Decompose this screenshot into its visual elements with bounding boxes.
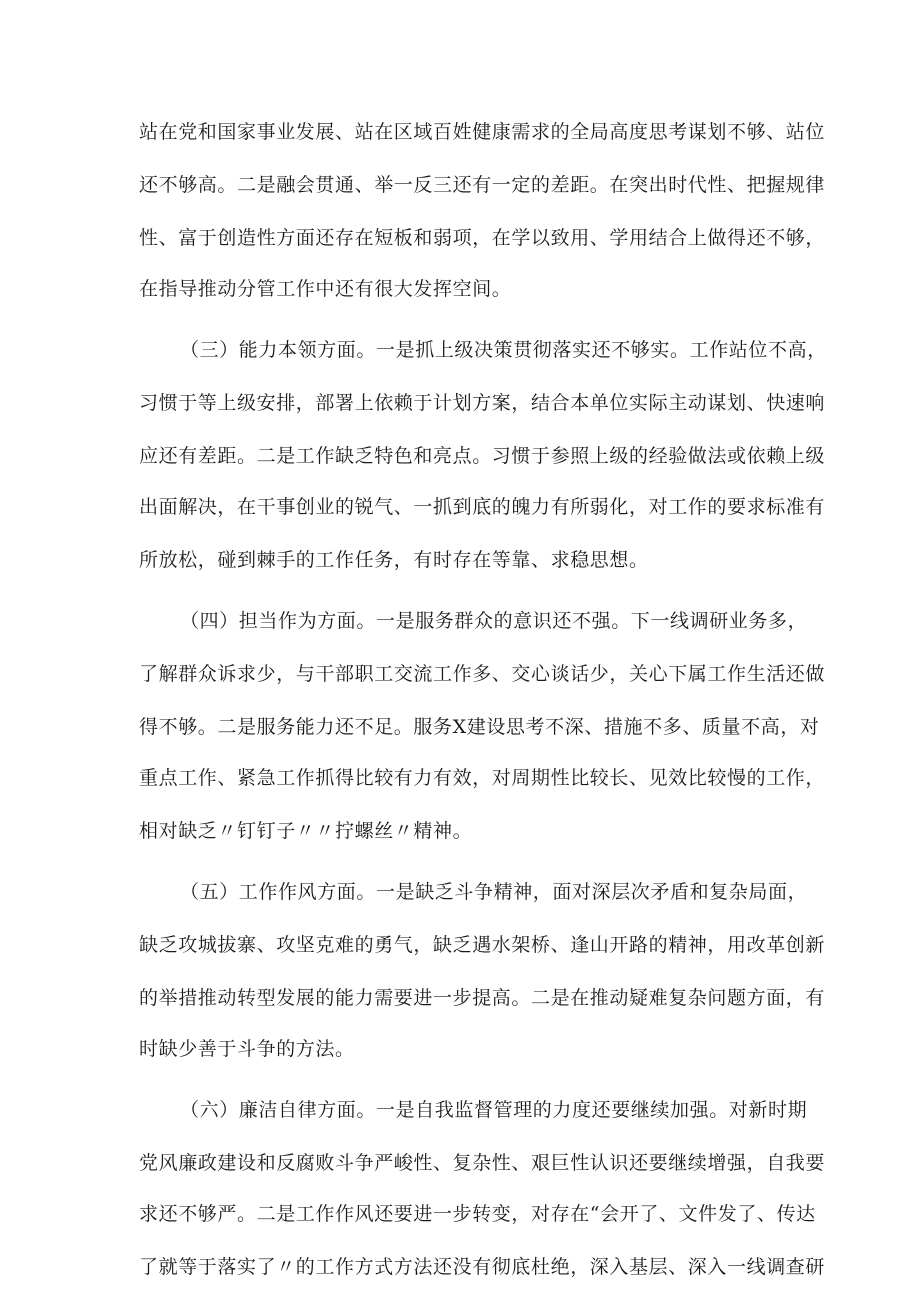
text-line: 求还不够严。二是工作作风还要进一步转变，对存在“会开了、文件发了、传达 xyxy=(139,1203,816,1225)
text-line: 应还有差距。二是工作缺乏特色和亮点。习惯于参照上级的经验做法或依赖上级 xyxy=(139,445,826,467)
text-line: 的举措推动转型发展的能力需要进一步提高。二是在推动疑难复杂问题方面，有 xyxy=(139,987,826,1009)
text-line: 在指导推动分管工作中还有很大发挥空间。 xyxy=(139,278,512,300)
section-heading-line: （三）能力本领方面。一是抓上级决策贯彻落实还不够实。工作站位不高， xyxy=(180,339,827,361)
text-line: 性、富于创造性方面还存在短板和弱项，在学以致用、学用结合上做得还不够， xyxy=(139,227,826,249)
section-heading-line: （六）廉洁自律方面。一是自我监督管理的力度还要继续加强。对新时期 xyxy=(180,1099,808,1121)
text-line: 了解群众诉求少，与干部职工交流工作多、交心谈话少，关心下属工作生活还做 xyxy=(139,663,826,685)
text-line: 党风廉政建设和反腐败斗争严峻性、复杂性、艰巨性认识还要继续增强，自我要 xyxy=(139,1152,826,1174)
text-line: 缺乏攻城拔寨、攻坚克难的勇气，缺乏遇水架桥、逢山开路的精神，用改革创新 xyxy=(139,934,826,956)
text-line: 了就等于落实了〃的工作方式方法还没有彻底杜绝，深入基层、深入一线调查研 xyxy=(139,1256,826,1278)
text-line: 相对缺乏〃钉钉子〃〃拧螺丝〃精神。 xyxy=(139,820,473,842)
section-heading-line: （四）担当作为方面。一是服务群众的意识还不强。下一线调研业务多， xyxy=(180,610,808,632)
text-line: 还不够高。二是融会贯通、举一反三还有一定的差距。在突出时代性、把握规律 xyxy=(139,174,826,196)
text-line: 习惯于等上级安排，部署上依赖于计划方案，结合本单位实际主动谋划、快速响 xyxy=(139,392,826,414)
section-heading-line: （五）工作作风方面。一是缺乏斗争精神，面对深层次矛盾和复杂局面， xyxy=(180,881,808,903)
text-line: 时缺少善于斗争的方法。 xyxy=(139,1038,355,1060)
text-line: 站在党和国家事业发展、站在区域百姓健康需求的全局高度思考谋划不够、站位 xyxy=(139,121,826,143)
text-line: 出面解决，在干事创业的锐气、一抓到底的魄力有所弱化，对工作的要求标准有 xyxy=(139,496,826,518)
text-line: 所放松，碰到棘手的工作任务，有时存在等靠、求稳思想。 xyxy=(139,549,649,571)
text-line: 得不够。二是服务能力还不足。服务X建设思考不深、措施不多、质量不高，对 xyxy=(139,716,820,738)
text-line: 重点工作、紧急工作抓得比较有力有效，对周期性比较长、见效比较慢的工作， xyxy=(139,767,826,789)
